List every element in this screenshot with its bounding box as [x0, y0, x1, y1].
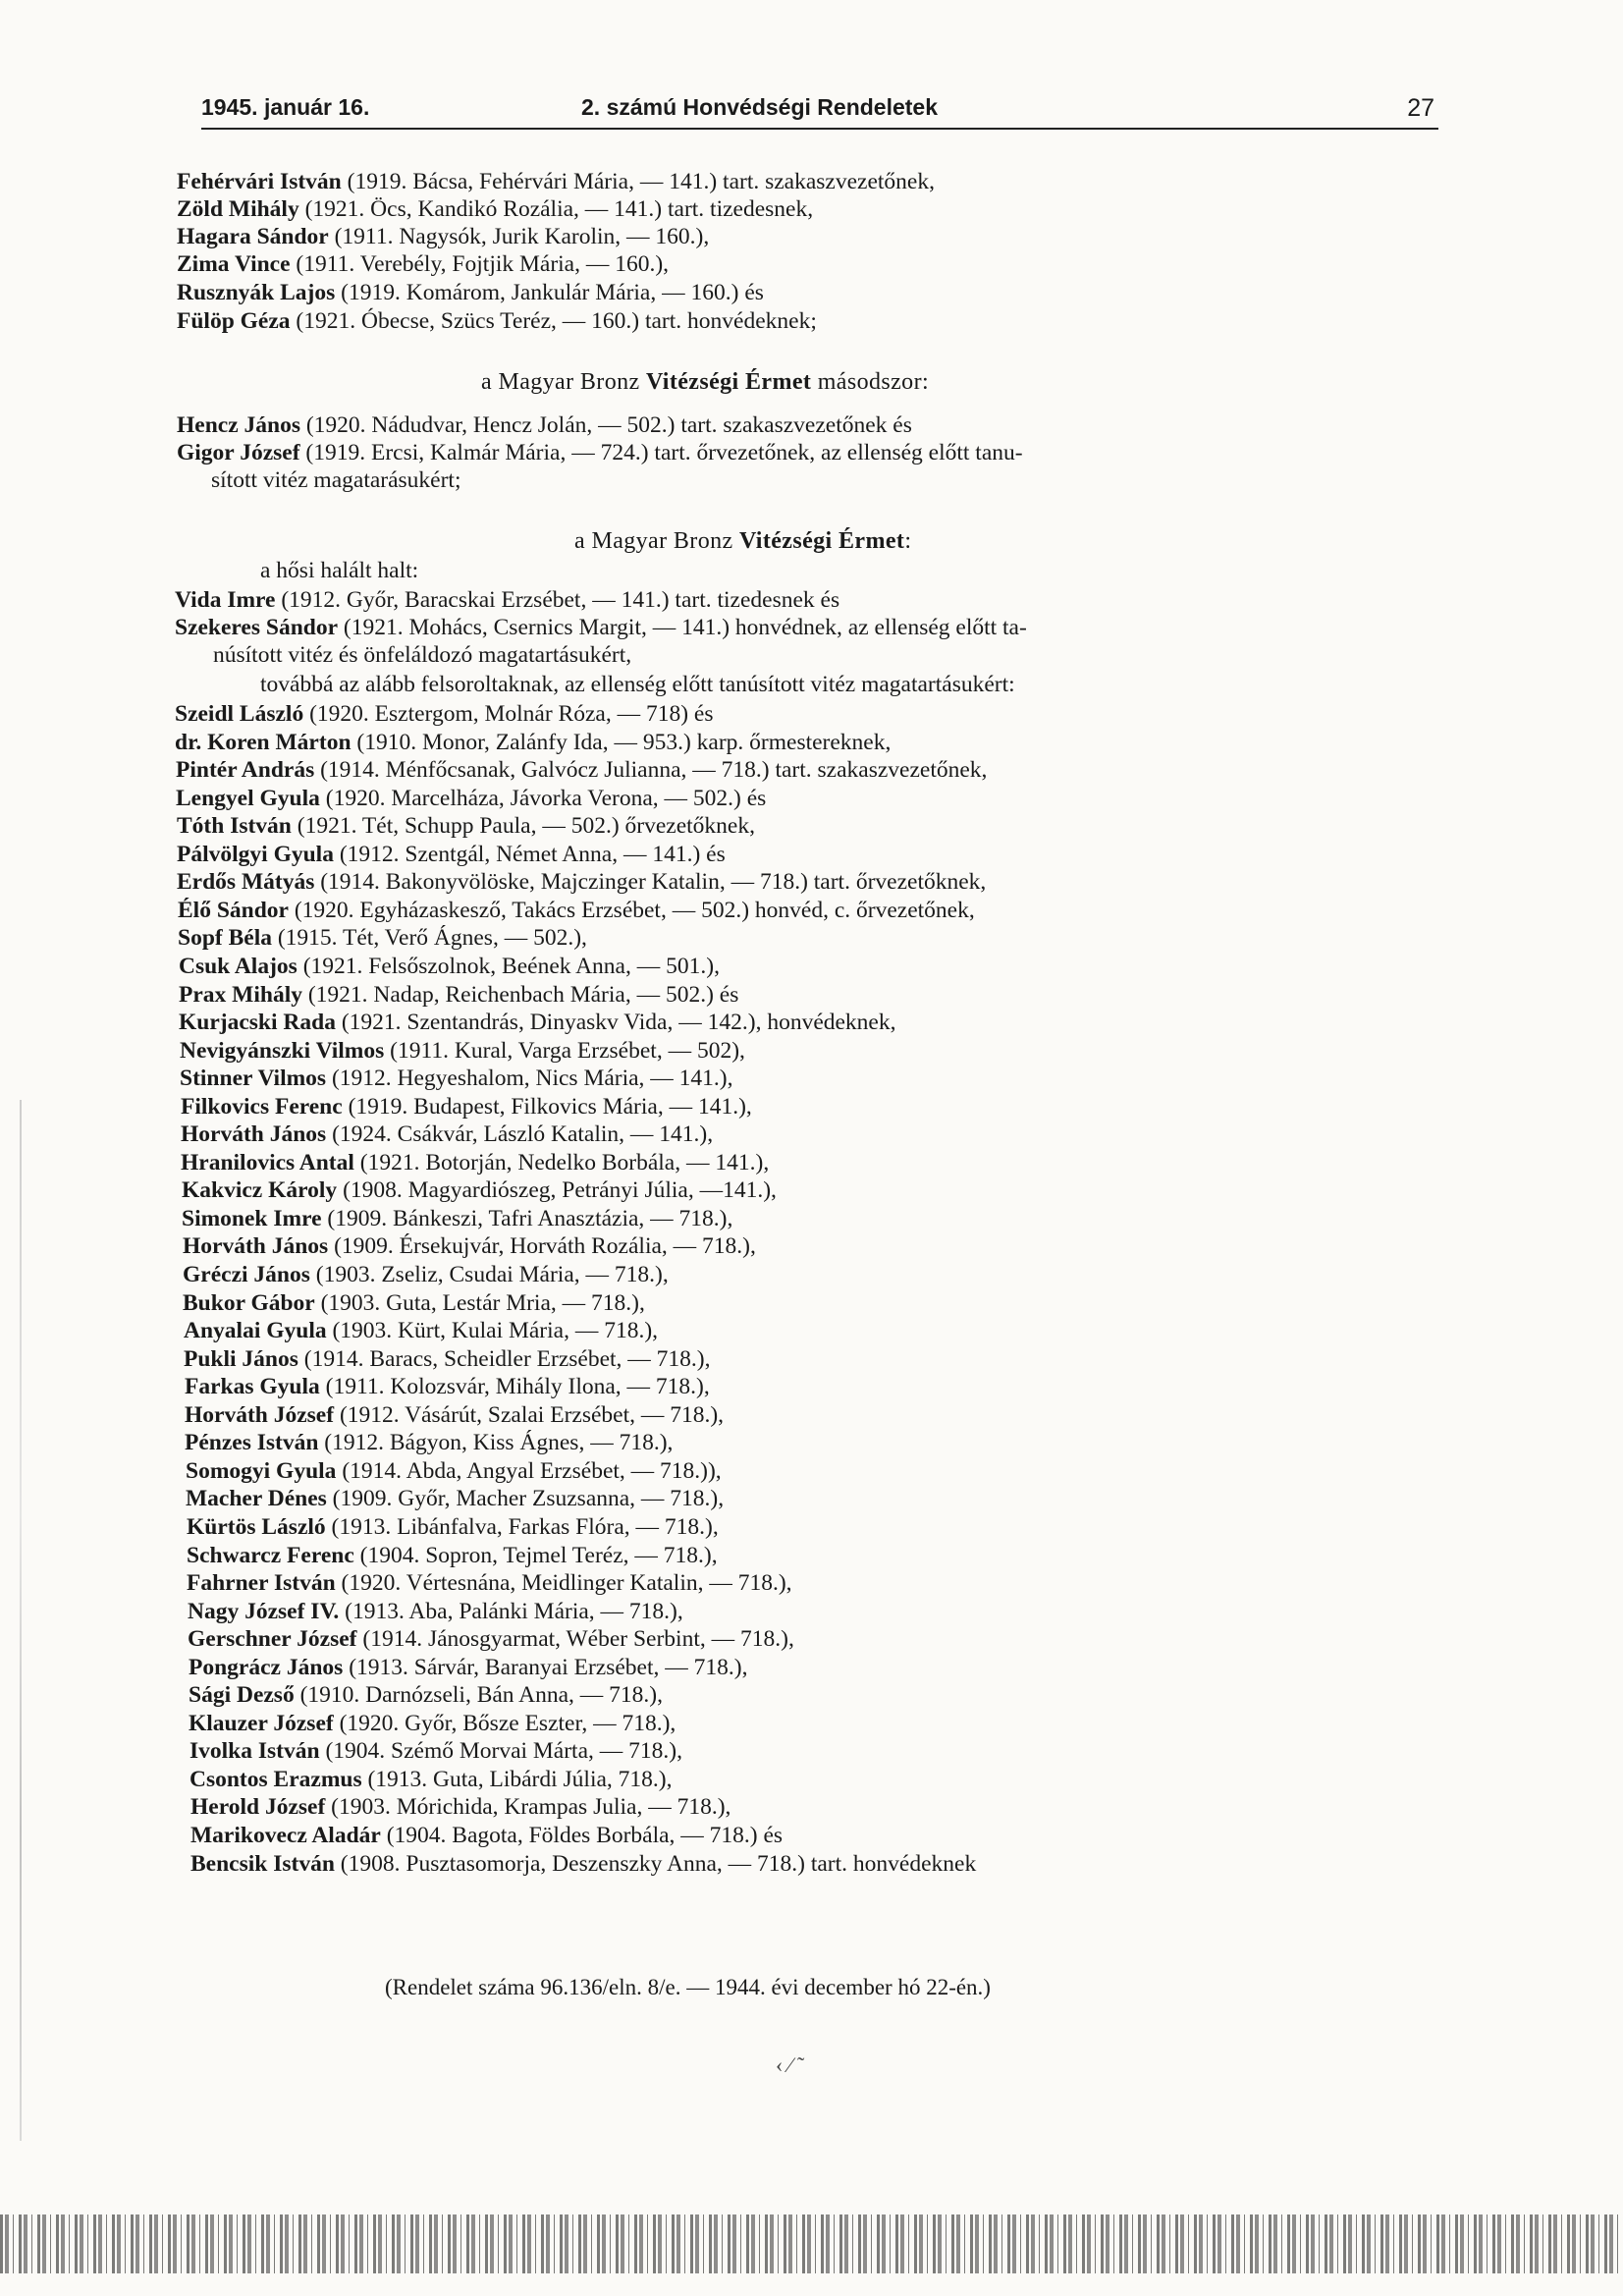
entry-details: (1921. Felsőszolnok, Beének Anna, — 501.), — [297, 954, 720, 979]
entry-details: (1912. Szentgál, Német Anna, — 141.) és — [333, 842, 726, 867]
entry-details: (1912. Bágyon, Kiss Ágnes, — 718.), — [318, 1430, 674, 1455]
list-item — [185, 1401, 724, 1429]
person-name: Fehérvári István — [177, 169, 342, 194]
person-name: dr. Koren Márton — [175, 730, 352, 755]
person-name: Szekeres Sándor — [175, 615, 339, 640]
entry-details: (1920. Vértesnána, Meidlinger Katalin, — 718.), — [335, 1570, 792, 1596]
entry-details: (1914. Ménfőcsanak, Galvócz Julianna, — 718.) tart. szakaszvezetőnek, — [314, 757, 988, 783]
person-name: Bukor Gábor — [183, 1290, 315, 1316]
person-name: Hranilovics Antal — [181, 1150, 354, 1175]
list-item — [185, 1373, 710, 1400]
list-item — [188, 1598, 683, 1625]
section-heading-bold: Vitézségi Érmet — [645, 369, 812, 395]
list-item — [177, 841, 726, 868]
person-name: Pongrácz János — [189, 1655, 344, 1680]
entry-details: (1921. Mohács, Csernics Margit, — 141.) honvédnek, az ellenség előtt ta- — [338, 615, 1027, 640]
list-item — [211, 466, 461, 494]
list-item — [189, 1766, 673, 1793]
entry-details: (1911. Verebély, Fojtjik Mária, — 160.), — [290, 251, 670, 277]
entry-details: (1912. Vásárút, Szalai Erzsébet, — 718.), — [334, 1402, 725, 1428]
list-item — [184, 1345, 711, 1373]
person-name: Gerschner József — [188, 1626, 357, 1652]
scan-edge-artifact — [20, 1100, 22, 2141]
list-item — [179, 1009, 895, 1036]
person-name: Pukli János — [184, 1346, 298, 1372]
person-name: Stinner Vilmos — [180, 1066, 327, 1091]
entry-details: (1913. Sárvár, Baranyai Erzsébet, — 718.), — [343, 1655, 748, 1680]
person-name: Schwarcz Ferenc — [187, 1543, 354, 1568]
person-name: Erdős Mátyás — [177, 869, 315, 895]
list-item — [178, 897, 975, 924]
subsection-heroic-death: a hősi halált halt: — [260, 558, 419, 583]
entry-details: núsított vitéz és önfeláldozó magatartásukért, — [213, 642, 632, 668]
list-item — [190, 1793, 730, 1821]
entry-details: (1921. Óbecse, Szücs Teréz, — 160.) tart. honvédeknek; — [290, 308, 817, 334]
list-item — [190, 1850, 976, 1878]
entry-details: (1920. Marcelháza, Jávorka Verona, — 502.) és — [319, 786, 767, 811]
entry-details: (1913. Aba, Palánki Mária, — 718.), — [339, 1599, 683, 1624]
entry-details: (1912. Hegyeshalom, Nics Mária, — 141.), — [326, 1066, 733, 1091]
list-item — [183, 1289, 645, 1317]
entry-details: (1910. Darnózseli, Bán Anna, — 718.), — [294, 1682, 663, 1708]
section-heading-medal — [574, 526, 911, 556]
entry-details: (1915. Tét, Verő Ágnes, — 502.), — [271, 925, 587, 951]
person-name: Zöld Mihály — [177, 196, 299, 222]
list-item — [188, 1625, 794, 1653]
person-name: Klauzer József — [189, 1711, 334, 1736]
list-item — [183, 1261, 669, 1288]
entry-details: (1911. Kural, Varga Erzsébet, — 502), — [384, 1038, 745, 1064]
person-name: Rusznyák Lajos — [177, 280, 336, 305]
entry-details: (1921. Tét, Schupp Paula, — 502.) őrvezetőknek, — [291, 813, 755, 839]
entry-details: (1919. Ercsi, Kalmár Mária, — 724.) tart. őrvezetőnek, az ellenség előtt tanu- — [299, 440, 1023, 465]
entry-details: (1904. Szémő Morvai Márta, — 718.), — [319, 1738, 682, 1764]
person-name: Pintér András — [176, 757, 315, 783]
list-item — [181, 1093, 752, 1121]
list-item — [177, 411, 912, 439]
entry-details: (1913. Libánfalva, Farkas Flóra, — 718.), — [325, 1514, 719, 1540]
list-item — [177, 868, 986, 896]
entry-details: (1921. Öcs, Kandikó Rozália, — 141.) tart. tizedesnek, — [298, 196, 814, 222]
entry-details: (1908. Magyardiószeg, Petrányi Júlia, —141.), — [337, 1177, 777, 1203]
entry-details: (1912. Győr, Baracskai Erzsébet, — 141.) tart. tizedesnek és — [275, 587, 840, 613]
entry-details: (1903. Kürt, Kulai Mária, — 718.), — [326, 1318, 659, 1343]
list-item — [187, 1513, 719, 1541]
list-item — [187, 1569, 792, 1597]
header-title: 2. számú Honvédségi Rendeletek — [581, 94, 939, 120]
list-item — [186, 1485, 724, 1512]
entry-details: (1911. Kolozsvár, Mihály Ilona, — 718.), — [319, 1374, 710, 1399]
person-name: Nevigyánszki Vilmos — [180, 1038, 385, 1064]
person-name: Filkovics Ferenc — [181, 1094, 343, 1120]
section-heading-prefix: a Magyar Bronz — [481, 369, 646, 395]
entry-details: (1919. Budapest, Filkovics Mária, — 141.), — [342, 1094, 752, 1120]
list-item — [183, 1232, 756, 1260]
section-heading-second-time — [481, 367, 929, 397]
entry-details: (1913. Guta, Libárdi Júlia, 718.), — [361, 1767, 673, 1792]
list-item — [177, 307, 817, 335]
entry-details: (1903. Guta, Lestár Mria, — 718.), — [314, 1290, 645, 1316]
person-name: Sopf Béla — [178, 925, 272, 951]
list-item — [176, 785, 766, 812]
list-item — [189, 1654, 747, 1681]
person-name: Gréczi János — [183, 1262, 310, 1287]
person-name: Pénzes István — [185, 1430, 319, 1455]
list-item — [182, 1205, 732, 1232]
person-name: Pálvölgyi Gyula — [177, 842, 334, 867]
person-name: Lengyel Gyula — [176, 786, 320, 811]
list-item — [177, 195, 813, 223]
entry-details: sított vitéz magatarásukért; — [211, 467, 461, 493]
list-item — [177, 223, 709, 250]
list-item — [177, 812, 755, 840]
list-item — [180, 1065, 733, 1092]
list-item — [189, 1681, 663, 1709]
scan-bottom-strip — [0, 2214, 1623, 2273]
list-item — [175, 614, 1027, 641]
entry-details: (1914. Baracs, Scheidler Erzsébet, — 718.), — [298, 1346, 711, 1372]
header-date: 1945. január 16. — [201, 94, 370, 120]
person-name: Sági Dezső — [189, 1682, 295, 1708]
entry-details: (1921. Nadap, Reichenbach Mária, — 502.) és — [301, 982, 739, 1008]
person-name: Tóth István — [177, 813, 292, 839]
entry-details: (1920. Esztergom, Molnár Róza, — 718) és — [303, 701, 714, 727]
person-name: Gigor József — [177, 440, 300, 465]
list-item — [179, 981, 738, 1009]
person-name: Szeidl László — [175, 701, 304, 727]
entry-details: (1908. Pusztasomorja, Deszenszky Anna, — 718.) tart. honvédeknek — [334, 1851, 977, 1877]
entry-details: (1921. Botorján, Nedelko Borbála, — 141.), — [353, 1150, 770, 1175]
list-item — [178, 924, 587, 952]
entry-details: (1904. Sopron, Tejmel Teréz, — 718.), — [353, 1543, 718, 1568]
person-name: Nagy József IV. — [188, 1599, 340, 1624]
list-item — [177, 279, 764, 306]
person-name: Csuk Alajos — [179, 954, 298, 979]
entry-details: (1919. Komárom, Jankulár Mária, — 160.) és — [335, 280, 764, 305]
person-name: Élő Sándor — [178, 898, 289, 923]
section-heading-bold: Vitézségi Érmet — [738, 528, 905, 554]
list-item — [185, 1429, 673, 1456]
person-name: Marikovecz Aladár — [190, 1823, 381, 1848]
person-name: Horváth József — [185, 1402, 335, 1428]
person-name: Fahrner István — [187, 1570, 336, 1596]
entry-details: (1911. Nagysók, Jurik Karolin, — 160.), — [328, 224, 710, 249]
entry-details: (1903. Mórichida, Krampas Julia, — 718.), — [325, 1794, 731, 1820]
entry-details: (1924. Csákvár, László Katalin, — 141.), — [326, 1121, 714, 1147]
page-header — [201, 92, 1438, 130]
list-item — [177, 168, 935, 195]
entry-details: (1909. Érsekujvár, Horváth Rozália, — 718.), — [328, 1233, 756, 1259]
person-name: Farkas Gyula — [185, 1374, 320, 1399]
list-item — [189, 1737, 682, 1765]
person-name: Kurjacski Rada — [179, 1010, 336, 1035]
entry-details: (1914. Jánosgyarmat, Wéber Serbint, — 718.), — [356, 1626, 794, 1652]
list-item — [182, 1176, 777, 1204]
list-item — [177, 250, 669, 278]
list-item — [179, 953, 720, 980]
list-item — [175, 729, 891, 756]
entry-details: (1909. Bánkeszi, Tafri Anasztázia, — 718.), — [321, 1206, 733, 1231]
list-item — [176, 756, 987, 784]
section-heading-suffix: másodszor: — [811, 369, 930, 395]
decree-reference: (Rendelet száma 96.136/eln. 8/e. — 1944. évi december hó 22-én.) — [385, 1975, 991, 1999]
page-number: 27 — [1407, 94, 1434, 122]
entry-details: (1921. Szentandrás, Dinyaskv Vida, — 142.), honvédeknek, — [335, 1010, 896, 1035]
person-name: Hencz János — [177, 412, 300, 438]
person-name: Somogyi Gyula — [186, 1458, 337, 1484]
list-item — [181, 1149, 769, 1176]
person-name: Horváth János — [183, 1233, 329, 1259]
section-heading-prefix: a Magyar Bronz — [574, 528, 739, 554]
entry-details: (1909. Győr, Macher Zsuzsanna, — 718.), — [326, 1486, 725, 1511]
subsection-further-list: továbbá az alább felsoroltaknak, az ellenség előtt tanúsított vitéz magatartásukért: — [260, 672, 1015, 697]
person-name: Anyalai Gyula — [184, 1318, 327, 1343]
entry-details: (1920. Nádudvar, Hencz Jolán, — 502.) tart. szakaszvezetőnek és — [299, 412, 912, 438]
person-name: Vida Imre — [175, 587, 276, 613]
entry-details: (1920. Győr, Bősze Eszter, — 718.), — [333, 1711, 676, 1736]
person-name: Zima Vince — [177, 251, 291, 277]
entry-details: (1904. Bagota, Földes Borbála, — 718.) és — [380, 1823, 784, 1848]
person-name: Kürtös László — [187, 1514, 326, 1540]
person-name: Bencsik István — [190, 1851, 335, 1877]
person-name: Fülöp Géza — [177, 308, 291, 334]
person-name: Simonek Imre — [182, 1206, 322, 1231]
list-item — [189, 1710, 676, 1737]
person-name: Csontos Erazmus — [189, 1767, 362, 1792]
list-item — [180, 1037, 745, 1065]
list-item — [187, 1542, 718, 1569]
person-name: Herold József — [190, 1794, 326, 1820]
person-name: Kakvicz Károly — [182, 1177, 338, 1203]
person-name: Hagara Sándor — [177, 224, 329, 249]
entry-details: (1920. Egyházaskesző, Takács Erzsébet, — 502.) honvéd, c. őrvezetőnek, — [288, 898, 975, 923]
entry-details: (1914. Bakonyvölöske, Majczinger Katalin, — 718.) tart. őrvezetőknek, — [314, 869, 987, 895]
entry-details: (1903. Zseliz, Csudai Mária, — 718.), — [309, 1262, 669, 1287]
list-item — [175, 700, 713, 728]
list-item — [177, 439, 1023, 466]
entry-details: (1914. Abda, Angyal Erzsébet, — 718.)), — [336, 1458, 722, 1484]
person-name: Prax Mihály — [179, 982, 302, 1008]
list-item — [213, 641, 631, 669]
person-name: Ivolka István — [189, 1738, 320, 1764]
person-name: Macher Dénes — [186, 1486, 327, 1511]
entry-details: (1910. Monor, Zalánfy Ida, — 953.) karp. őrmestereknek, — [351, 730, 892, 755]
person-name: Horváth János — [181, 1121, 327, 1147]
section-heading-suffix: : — [904, 528, 912, 554]
entry-details: (1919. Bácsa, Fehérvári Mária, — 141.) tart. szakaszvezetőnek, — [341, 169, 935, 194]
list-item — [181, 1121, 713, 1148]
list-item — [186, 1457, 722, 1485]
list-item — [184, 1317, 658, 1344]
list-item — [175, 586, 839, 614]
stray-marks: ‹ ⁄ ˜ — [776, 2052, 805, 2077]
list-item — [190, 1822, 783, 1849]
